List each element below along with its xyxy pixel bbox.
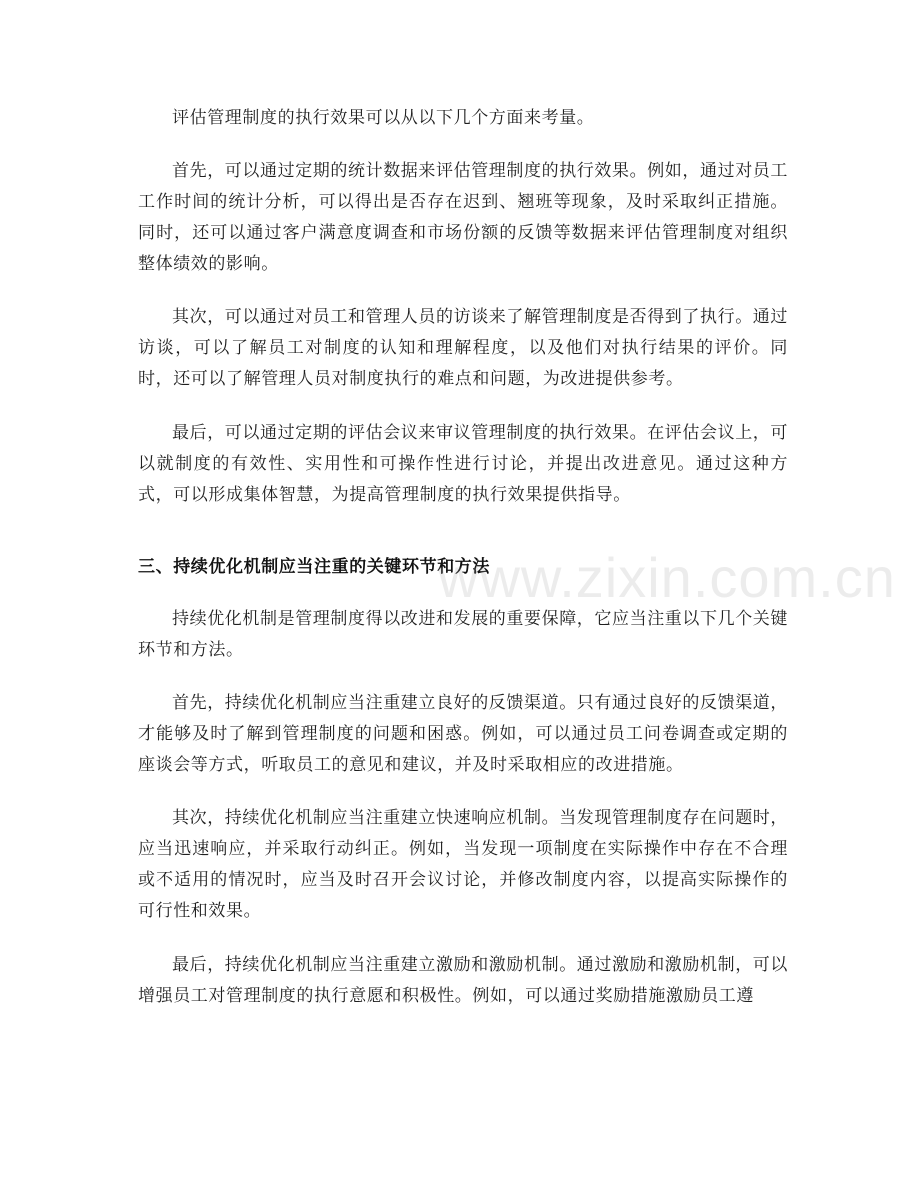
paragraph-second: 其次，可以通过对员工和管理人员的访谈来了解管理制度是否得到了执行。通过访谈，可以了解员工对制度的认知和理解程度，以及他们对执行结果的评价。同时，还可以了解管理人员对制度执行的难点和问题，为改进提供参考。 — [138, 307, 788, 389]
section-heading: 三、持续优化机制应当注重的关键环节和方法 — [138, 557, 490, 577]
section-intro-paragraph: 持续优化机制是管理制度得以改进和发展的重要保障，它应当注重以下几个关键环节和方法。 — [138, 609, 788, 660]
paragraph-last: 最后，可以通过定期的评估会议来审议管理制度的执行效果。在评估会议上，可以就制度的有效性、实用性和可操作性进行讨论，并提出改进意见。通过这种方式，可以形成集体智慧，为提高管理制度的执行效果提供指导。 — [138, 423, 788, 505]
paragraph-first: 首先，可以通过定期的统计数据来评估管理制度的执行效果。例如，通过对员工工作时间的统计分析，可以得出是否存在迟到、翘班等现象，及时采取纠正措施。同时，还可以通过客户满意度调查和市场份额的反馈等数据来评估管理制度对组织整体绩效的影响。 — [138, 161, 788, 274]
section-second-paragraph: 其次，持续优化机制应当注重建立快速响应机制。当发现管理制度存在问题时，应当迅速响应，并采取行动纠正。例如，当发现一项制度在实际操作中存在不合理或不适用的情况时，应当及时召开会议讨论，并修改制度内容，以提高实际操作的可行性和效果。 — [138, 808, 788, 921]
section-first-paragraph: 首先，持续优化机制应当注重建立良好的反馈渠道。只有通过良好的反馈渠道，才能够及时了解到管理制度的问题和困惑。例如，可以通过员工问卷调查或定期的座谈会等方式，听取员工的意见和建议，并及时采取相应的改进措施。 — [138, 693, 788, 775]
paragraph-intro: 评估管理制度的执行效果可以从以下几个方面来考量。 — [172, 108, 595, 128]
watermark: www.zixin.com.cn — [438, 546, 896, 609]
section-last-paragraph: 最后，持续优化机制应当注重建立激励和激励机制。通过激励和激励机制，可以增强员工对管理制度的执行意愿和积极性。例如，可以通过奖励措施激励员工遵 — [138, 955, 788, 1006]
